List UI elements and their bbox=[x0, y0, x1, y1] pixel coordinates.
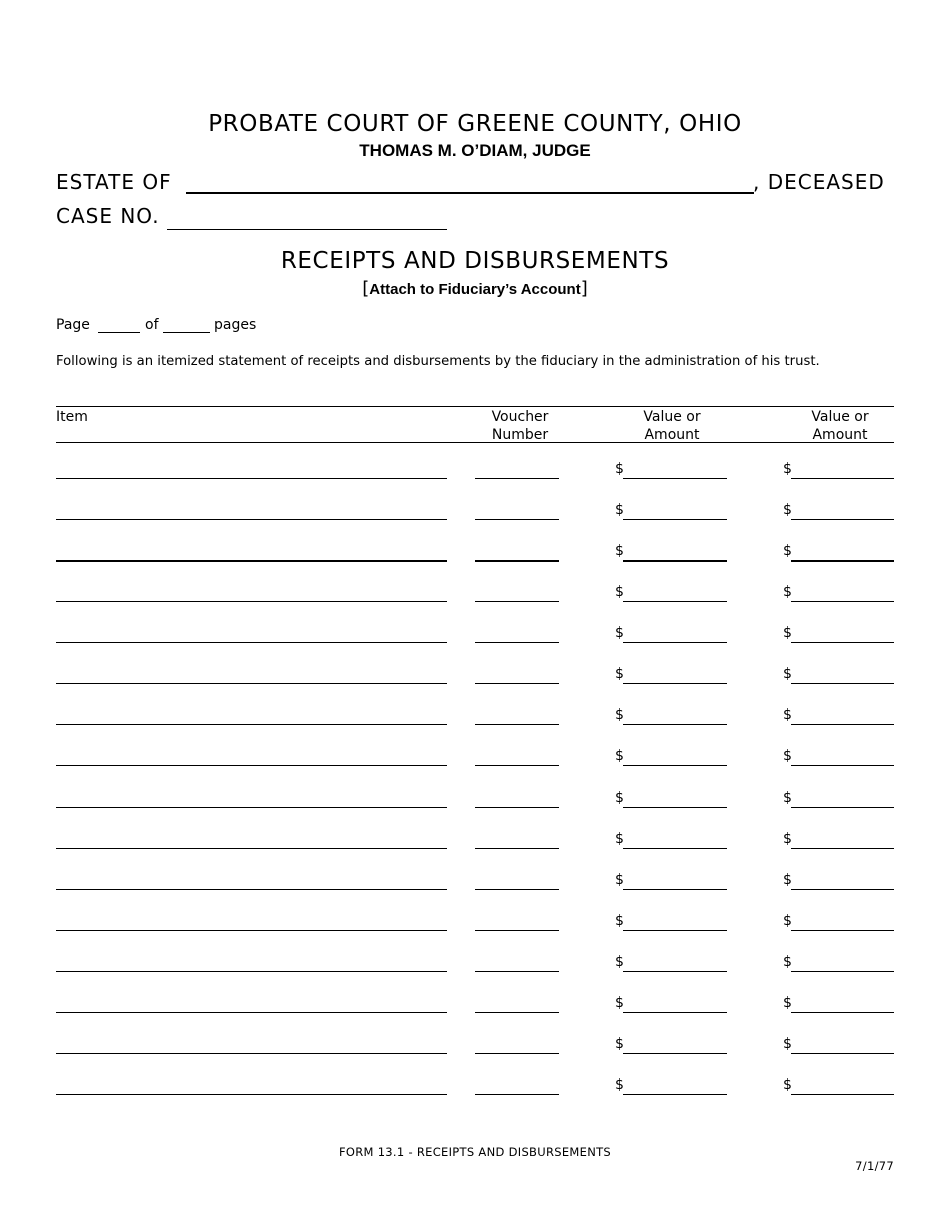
item-field[interactable] bbox=[56, 848, 447, 849]
col-amount1-header bbox=[622, 408, 722, 444]
amount1-field[interactable] bbox=[623, 642, 727, 643]
dollar-sign: $ bbox=[615, 953, 624, 970]
intro-text: Following is an itemized statement of receipts and disbursements by the fiduciary in the administration of his trust. bbox=[56, 354, 820, 369]
item-field[interactable] bbox=[56, 930, 447, 931]
amount2-field[interactable] bbox=[791, 807, 894, 808]
amount1-field[interactable] bbox=[623, 765, 727, 766]
case-number-field[interactable] bbox=[167, 229, 447, 230]
dollar-sign: $ bbox=[615, 666, 624, 683]
dollar-sign: $ bbox=[615, 502, 624, 519]
total-pages-field[interactable] bbox=[163, 332, 210, 333]
col-voucher-header bbox=[470, 408, 570, 444]
dollar-sign: $ bbox=[615, 830, 624, 847]
bracket-open: [ bbox=[362, 278, 370, 299]
amount2-field[interactable] bbox=[791, 519, 894, 520]
voucher-field[interactable] bbox=[475, 724, 559, 725]
amount2-field[interactable] bbox=[791, 971, 894, 972]
amount1-field[interactable] bbox=[623, 519, 727, 520]
form-title: RECEIPTS AND DISBURSEMENTS bbox=[280, 248, 670, 274]
dollar-sign: $ bbox=[783, 625, 792, 642]
dollar-sign: $ bbox=[783, 666, 792, 683]
dollar-sign: $ bbox=[615, 789, 624, 806]
dollar-sign: $ bbox=[615, 1077, 624, 1094]
voucher-field[interactable] bbox=[475, 971, 559, 972]
item-field[interactable] bbox=[56, 889, 447, 890]
amount2-field[interactable] bbox=[791, 930, 894, 931]
dollar-sign: $ bbox=[615, 994, 624, 1011]
judge-name: THOMAS M. O’DIAM, JUDGE bbox=[359, 141, 591, 160]
col-voucher-line1: Voucher bbox=[491, 409, 549, 425]
voucher-field[interactable] bbox=[475, 889, 559, 890]
dollar-sign: $ bbox=[615, 748, 624, 765]
bracket-close: ] bbox=[580, 278, 588, 299]
amount1-field[interactable] bbox=[623, 848, 727, 849]
deceased-label: , DECEASED bbox=[753, 170, 885, 194]
voucher-field[interactable] bbox=[475, 1094, 559, 1095]
form-subtitle bbox=[0, 278, 950, 299]
dollar-sign: $ bbox=[615, 584, 624, 601]
dollar-sign: $ bbox=[783, 789, 792, 806]
dollar-sign: $ bbox=[783, 543, 792, 560]
col-amount2-line1: Value or bbox=[811, 409, 869, 425]
voucher-field[interactable] bbox=[475, 765, 559, 766]
page-number-field[interactable] bbox=[98, 332, 140, 333]
item-field[interactable] bbox=[56, 683, 447, 684]
table-header-rule bbox=[56, 442, 894, 443]
col-amount1-line1: Value or bbox=[643, 409, 701, 425]
amount1-field[interactable] bbox=[623, 807, 727, 808]
of-label: of bbox=[145, 317, 159, 333]
estate-label: ESTATE OF bbox=[56, 170, 172, 194]
dollar-sign: $ bbox=[615, 1035, 624, 1052]
amount1-field[interactable] bbox=[623, 478, 727, 479]
voucher-field[interactable] bbox=[475, 1012, 559, 1013]
voucher-field[interactable] bbox=[475, 519, 559, 520]
amount1-field[interactable] bbox=[623, 1012, 727, 1013]
form-footer: FORM 13.1 - RECEIPTS AND DISBURSEMENTS bbox=[338, 1145, 612, 1159]
item-field[interactable] bbox=[56, 971, 447, 972]
col-item-header: Item bbox=[56, 409, 88, 425]
col-amount1-line2: Amount bbox=[644, 427, 700, 443]
voucher-field[interactable] bbox=[475, 807, 559, 808]
item-field[interactable] bbox=[56, 1053, 447, 1054]
dollar-sign: $ bbox=[615, 625, 624, 642]
dollar-sign: $ bbox=[783, 1077, 792, 1094]
voucher-field[interactable] bbox=[475, 848, 559, 849]
amount2-field[interactable] bbox=[791, 1012, 894, 1013]
voucher-field[interactable] bbox=[475, 560, 559, 562]
amount2-field[interactable] bbox=[791, 478, 894, 479]
item-field[interactable] bbox=[56, 807, 447, 808]
item-field[interactable] bbox=[56, 724, 447, 725]
amount2-field[interactable] bbox=[791, 1053, 894, 1054]
dollar-sign: $ bbox=[783, 461, 792, 477]
amount1-field[interactable] bbox=[623, 560, 727, 562]
amount2-field[interactable] bbox=[791, 601, 894, 602]
dollar-sign: $ bbox=[783, 830, 792, 847]
col-amount2-line2: Amount bbox=[812, 427, 868, 443]
col-amount2-header bbox=[790, 408, 890, 444]
dollar-sign: $ bbox=[783, 748, 792, 765]
dollar-sign: $ bbox=[783, 871, 792, 888]
voucher-field[interactable] bbox=[475, 1053, 559, 1054]
dollar-sign: $ bbox=[615, 461, 624, 477]
dollar-sign: $ bbox=[783, 994, 792, 1011]
amount1-field[interactable] bbox=[623, 1053, 727, 1054]
amount2-field[interactable] bbox=[791, 642, 894, 643]
pages-label: pages bbox=[214, 317, 257, 333]
amount2-field[interactable] bbox=[791, 683, 894, 684]
dollar-sign: $ bbox=[783, 707, 792, 724]
amount2-field[interactable] bbox=[791, 848, 894, 849]
voucher-field[interactable] bbox=[475, 642, 559, 643]
amount1-field[interactable] bbox=[623, 930, 727, 931]
amount2-field[interactable] bbox=[791, 560, 894, 562]
col-voucher-line2: Number bbox=[491, 427, 549, 443]
dollar-sign: $ bbox=[783, 953, 792, 970]
item-field[interactable] bbox=[56, 478, 447, 479]
dollar-sign: $ bbox=[783, 912, 792, 929]
item-field[interactable] bbox=[56, 601, 447, 602]
subtitle-text: Attach to Fiduciary’s Account bbox=[369, 281, 581, 298]
voucher-field[interactable] bbox=[475, 930, 559, 931]
dollar-sign: $ bbox=[783, 1035, 792, 1052]
item-field[interactable] bbox=[56, 642, 447, 643]
dollar-sign: $ bbox=[615, 912, 624, 929]
case-label: CASE NO. bbox=[56, 204, 160, 228]
table-top-rule bbox=[56, 406, 894, 407]
court-title: PROBATE COURT OF GREENE COUNTY, OHIO bbox=[208, 111, 742, 137]
estate-field[interactable] bbox=[186, 192, 754, 194]
amount1-field[interactable] bbox=[623, 1094, 727, 1095]
amount1-field[interactable] bbox=[623, 601, 727, 602]
item-field[interactable] bbox=[56, 519, 447, 520]
item-field[interactable] bbox=[56, 1094, 447, 1095]
dollar-sign: $ bbox=[783, 502, 792, 519]
amount1-field[interactable] bbox=[623, 683, 727, 684]
item-field[interactable] bbox=[56, 560, 447, 562]
amount2-field[interactable] bbox=[791, 724, 894, 725]
voucher-field[interactable] bbox=[475, 601, 559, 602]
amount1-field[interactable] bbox=[623, 971, 727, 972]
dollar-sign: $ bbox=[615, 543, 624, 560]
amount1-field[interactable] bbox=[623, 889, 727, 890]
dollar-sign: $ bbox=[783, 584, 792, 601]
item-field[interactable] bbox=[56, 1012, 447, 1013]
amount1-field[interactable] bbox=[623, 724, 727, 725]
form-date: 7/1/77 bbox=[855, 1159, 894, 1173]
amount2-field[interactable] bbox=[791, 889, 894, 890]
voucher-field[interactable] bbox=[475, 478, 559, 479]
dollar-sign: $ bbox=[615, 707, 624, 724]
amount2-field[interactable] bbox=[791, 1094, 894, 1095]
amount2-field[interactable] bbox=[791, 765, 894, 766]
dollar-sign: $ bbox=[615, 871, 624, 888]
voucher-field[interactable] bbox=[475, 683, 559, 684]
item-field[interactable] bbox=[56, 765, 447, 766]
page-label: Page bbox=[56, 317, 90, 333]
